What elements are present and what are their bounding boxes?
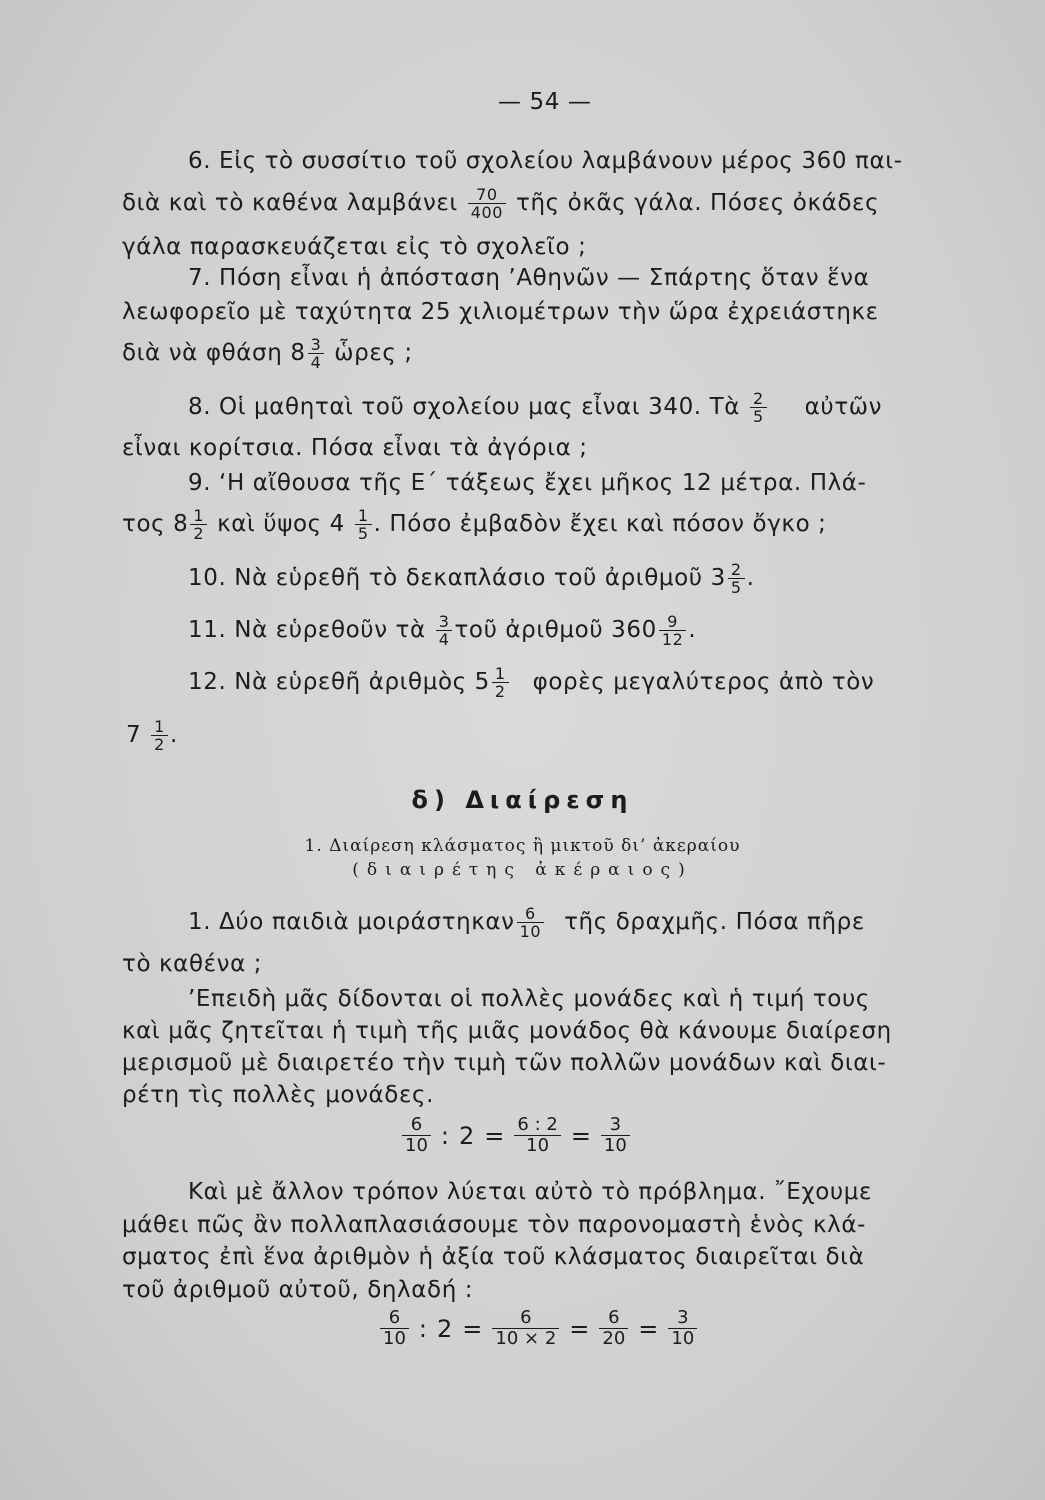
fraction bbox=[514, 1115, 560, 1156]
numerator: 3 bbox=[436, 613, 453, 631]
text: τῆς δραχμῆς. Πόσα πῆρε bbox=[564, 909, 865, 935]
denominator: 400 bbox=[470, 203, 504, 222]
problem-7-line-2: λεωφορεῖο μὲ ταχύτητα 25 χιλιομέτρων τὴν ὥρα ἐχρειάστηκε bbox=[122, 299, 879, 325]
denominator: 10 bbox=[526, 1135, 550, 1156]
fraction bbox=[492, 1308, 559, 1349]
problem-12-line-2 bbox=[126, 718, 178, 753]
fraction bbox=[728, 561, 745, 596]
text: . bbox=[746, 565, 755, 591]
numerator: 6 bbox=[492, 1308, 559, 1329]
equation-1 bbox=[400, 1115, 632, 1156]
equals-sign: = bbox=[570, 1121, 591, 1150]
operand: 2 bbox=[459, 1121, 475, 1150]
numerator: 1 bbox=[190, 507, 207, 525]
text: . Πόσο ἐμβαδὸν ἔχει καὶ πόσον ὄγκο ; bbox=[373, 511, 827, 537]
fraction bbox=[492, 665, 509, 700]
example-line-2: τὸ καθένα ; bbox=[122, 951, 263, 977]
page-number: — 54 — bbox=[498, 89, 592, 115]
fraction bbox=[151, 718, 168, 753]
fraction bbox=[599, 1308, 628, 1349]
problem-11 bbox=[188, 613, 696, 648]
problem-9-line-1: 9. ‘Η αἴθουσα τῆς Ε΄ τάξεως ἔχει μῆκος 12 μέτρα. Πλά- bbox=[188, 470, 867, 496]
problem-7-line-3 bbox=[122, 336, 413, 371]
numerator: 2 bbox=[750, 390, 767, 408]
text: 7 bbox=[126, 722, 142, 748]
numerator: 2 bbox=[728, 561, 745, 579]
text: διὰ καὶ τὸ καθένα λαμβάνει bbox=[122, 190, 458, 216]
denominator: 10 × 2 bbox=[495, 1328, 557, 1349]
denominator: 10 bbox=[383, 1328, 406, 1349]
numerator: 9 bbox=[659, 613, 687, 631]
text: τος 8 bbox=[122, 511, 189, 537]
method-line-4: τοῦ ἀριθμοῦ αὐτοῦ, δηλαδή : bbox=[122, 1277, 474, 1303]
text: αὐτῶν bbox=[804, 394, 883, 420]
problem-7-line-1: 7. Πόση εἶναι ἡ ἀπόσταση ’Αθηνῶν — Σπάρτης ὅταν ἕνα bbox=[188, 265, 870, 291]
text: τῆς ὀκᾶς γάλα. Πόσες ὀκάδες bbox=[516, 190, 880, 216]
fraction bbox=[601, 1115, 630, 1156]
fraction bbox=[750, 390, 767, 425]
denominator: 4 bbox=[438, 630, 450, 649]
equation-2 bbox=[378, 1308, 699, 1349]
text: 10. Νὰ εὑρεθῆ τὸ δεκαπλάσιο τοῦ ἀριθμοῦ 3 bbox=[188, 565, 726, 591]
example-line-1 bbox=[188, 905, 865, 940]
equals-sign: = bbox=[462, 1314, 483, 1343]
numerator: 6 : 2 bbox=[514, 1115, 560, 1136]
fraction bbox=[380, 1308, 409, 1349]
denominator: 10 bbox=[405, 1135, 428, 1156]
method-line-3: σματος ἐπὶ ἕνα ἀριθμὸν ἡ ἀξία τοῦ κλάσματος διαιρεῖται διὰ bbox=[122, 1244, 865, 1270]
numerator: 1 bbox=[151, 718, 168, 736]
text: 1. Δύο παιδιὰ μοιράστηκαν bbox=[188, 909, 515, 935]
method-line-2: μάθει πῶς ἂν πολλαπλασιάσουμε τὸν παρονομαστὴ ἑνὸς κλά- bbox=[122, 1212, 866, 1238]
text: τοῦ ἀριθμοῦ 360 bbox=[454, 617, 657, 643]
equals-sign: = bbox=[569, 1314, 590, 1343]
problem-9-line-2 bbox=[122, 507, 827, 542]
problem-6-line-3: γάλα παρασκευάζεται εἰς τὸ σχολεῖο ; bbox=[122, 234, 587, 260]
method-line-1: Καὶ μὲ ἄλλον τρόπον λύεται αὐτὸ τὸ πρόβλημα. ῎Εχουμε bbox=[188, 1179, 873, 1205]
equals-sign: = bbox=[484, 1121, 505, 1150]
explanation-line-4: ρέτη τὶς πολλὲς μονάδες. bbox=[122, 1082, 435, 1108]
problem-6-line-2 bbox=[122, 186, 879, 221]
text: 11. Νὰ εὑρεθοῦν τὰ bbox=[188, 617, 426, 643]
numerator: 6 bbox=[599, 1308, 628, 1329]
section-subtitle-2: (διαιρέτης ἀκέραιος) bbox=[352, 860, 693, 880]
problem-10 bbox=[188, 561, 755, 596]
numerator: 3 bbox=[601, 1115, 630, 1136]
denominator: 2 bbox=[494, 682, 506, 701]
fraction bbox=[659, 613, 687, 648]
denominator: 10 bbox=[519, 922, 542, 941]
explanation-line-2: καὶ μᾶς ζητεῖται ἡ τιμὴ τῆς μιᾶς μονάδος θὰ κάνουμε διαίρεση bbox=[122, 1018, 892, 1044]
explanation-line-3: μερισμοῦ μὲ διαιρετέο τὴν τιμὴ τῶν πολλῶν μονάδων καὶ διαι- bbox=[122, 1050, 887, 1076]
fraction bbox=[436, 613, 453, 648]
numerator: 6 bbox=[380, 1308, 409, 1329]
operand: 2 bbox=[437, 1314, 453, 1343]
text: . bbox=[688, 617, 697, 643]
numerator: 1 bbox=[492, 665, 509, 683]
section-subtitle: 1. Διαίρεση κλάσματος ἢ μικτοῦ δι’ ἀκεραίου bbox=[304, 836, 741, 856]
text: διὰ νὰ φθάση 8 bbox=[122, 340, 306, 366]
text: 12. Νὰ εὑρεθῆ ἀριθμὸς 5 bbox=[188, 669, 490, 695]
denominator: 10 bbox=[671, 1328, 695, 1349]
equals-sign: = bbox=[638, 1314, 659, 1343]
section-title: δ) Διαίρεση bbox=[411, 786, 634, 814]
text: 8. Οἱ μαθηταὶ τοῦ σχολείου μας εἶναι 340. Τὰ bbox=[188, 394, 741, 420]
denominator: 2 bbox=[193, 524, 205, 543]
problem-8-line-1 bbox=[188, 390, 882, 425]
explanation-line-1: ’Επειδὴ μᾶς δίδονται οἱ πολλὲς μονάδες καὶ ἡ τιμή τους bbox=[188, 986, 870, 1012]
denominator: 5 bbox=[730, 578, 742, 597]
denominator: 5 bbox=[752, 407, 764, 426]
numerator: 3 bbox=[308, 336, 325, 354]
denominator: 20 bbox=[602, 1328, 626, 1349]
denominator: 2 bbox=[154, 735, 165, 754]
denominator: 4 bbox=[310, 353, 322, 372]
denominator: 12 bbox=[661, 630, 684, 649]
fraction bbox=[402, 1115, 431, 1156]
fraction bbox=[668, 1308, 697, 1349]
denominator: 10 bbox=[603, 1135, 627, 1156]
fraction bbox=[517, 905, 545, 940]
text: φορὲς μεγαλύτερος ἀπὸ τὸν bbox=[532, 669, 875, 695]
numerator: 1 bbox=[355, 507, 372, 525]
fraction bbox=[308, 336, 325, 371]
denominator: 5 bbox=[357, 524, 369, 543]
fraction bbox=[355, 507, 372, 542]
text: . bbox=[169, 722, 178, 748]
numerator: 70 bbox=[468, 186, 506, 204]
fraction bbox=[468, 186, 506, 221]
fraction bbox=[190, 507, 207, 542]
problem-12-line-1 bbox=[188, 665, 874, 700]
numerator: 6 bbox=[402, 1115, 431, 1136]
text: καὶ ὕψος 4 bbox=[217, 511, 345, 537]
operator: : bbox=[418, 1314, 427, 1343]
problem-8-line-2: εἶναι κορίτσια. Πόσα εἶναι τὰ ἀγόρια ; bbox=[122, 435, 588, 461]
operator: : bbox=[440, 1121, 449, 1150]
numerator: 6 bbox=[517, 905, 545, 923]
problem-6-line-1: 6. Εἰς τὸ συσσίτιο τοῦ σχολείου λαμβάνουν μέρος 360 παι- bbox=[188, 148, 903, 174]
numerator: 3 bbox=[668, 1308, 697, 1329]
text: ὧρες ; bbox=[334, 340, 413, 366]
